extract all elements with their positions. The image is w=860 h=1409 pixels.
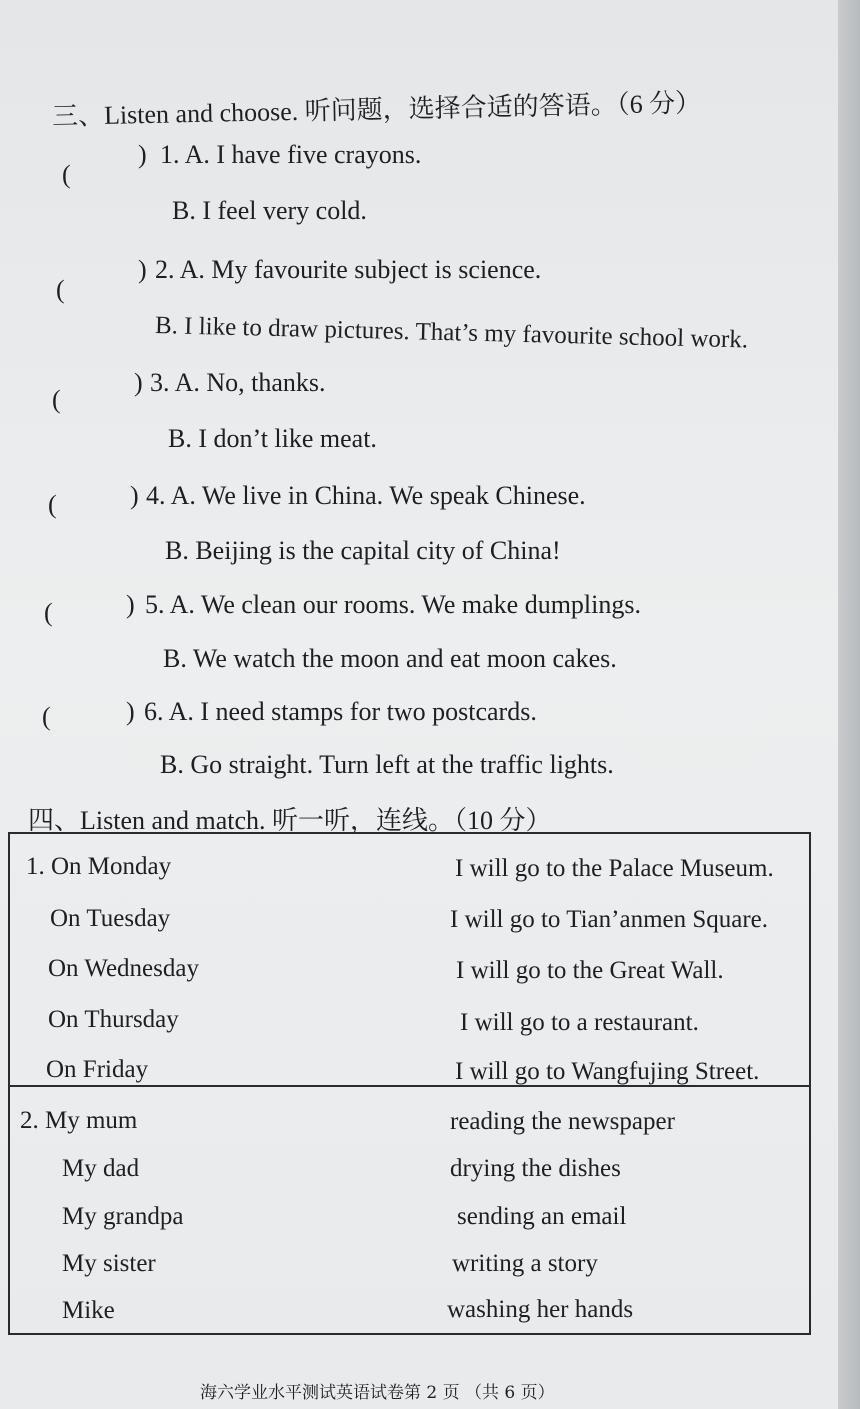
- match-activity-label: reading the newspaper: [450, 1108, 675, 1135]
- match-activity-label: sending an email: [457, 1203, 627, 1230]
- match-place-label: I will go to a restaurant.: [460, 1009, 699, 1036]
- answer-paren-close: ): [126, 590, 135, 619]
- option-a: 4. A. We live in China. We speak Chinese.: [146, 481, 586, 510]
- match-activity-label: washing her hands: [447, 1296, 634, 1323]
- option-b: B. We watch the moon and eat moon cakes.: [163, 644, 617, 673]
- option-a: 5. A. We clean our rooms. We make dumplings.: [145, 590, 641, 619]
- answer-paren-close: ): [130, 481, 139, 510]
- section3-heading: 三、Listen and choose. 听问题，选择合适的答语。（6 分）: [51, 88, 702, 131]
- answer-paren-close: ): [126, 697, 135, 726]
- option-b: B. I don’t like meat.: [168, 424, 377, 453]
- option-a: 1. A. I have five crayons.: [160, 140, 422, 169]
- answer-paren-close: ): [138, 255, 147, 284]
- match-activity-label: drying the dishes: [450, 1155, 621, 1182]
- match-place-label: I will go to Wangfujing Street.: [455, 1058, 760, 1085]
- match-place-label: I will go to the Palace Museum.: [455, 855, 774, 882]
- match-day-label: 1. On Monday: [26, 853, 172, 880]
- match-person-label: My sister: [62, 1250, 156, 1277]
- match-day-label: On Friday: [46, 1056, 149, 1083]
- answer-paren-open: (: [62, 160, 71, 189]
- option-a: 6. A. I need stamps for two postcards.: [144, 697, 537, 726]
- answer-paren-close: ): [134, 368, 143, 397]
- match-day-label: On Tuesday: [50, 905, 171, 932]
- match-person-label: My dad: [62, 1155, 140, 1182]
- match-person-label: My grandpa: [62, 1203, 184, 1230]
- option-a: 2. A. My favourite subject is science.: [155, 255, 542, 284]
- match-person-label: Mike: [62, 1297, 115, 1324]
- page-edge-shadow: [838, 0, 860, 1409]
- answer-paren-open: (: [42, 702, 51, 731]
- answer-paren-open: (: [48, 490, 57, 519]
- answer-paren-close: ): [138, 140, 147, 169]
- option-b: B. Beijing is the capital city of China!: [165, 536, 561, 565]
- section4-heading: 四、Listen and match. 听一听，连线。（10 分）: [28, 806, 552, 835]
- match-person-label: 2. My mum: [20, 1107, 138, 1134]
- option-b: B. I feel very cold.: [172, 196, 367, 225]
- option-b: B. Go straight. Turn left at the traffic lights.: [160, 750, 614, 779]
- match-day-label: On Wednesday: [48, 955, 199, 982]
- match-activity-label: writing a story: [452, 1250, 598, 1277]
- match-place-label: I will go to Tian’anmen Square.: [450, 906, 769, 933]
- option-b: B. I like to draw pictures. That’s my favourite school work.: [154, 312, 749, 354]
- answer-paren-open: (: [44, 598, 53, 627]
- page-footer: 海六学业水平测试英语试卷第 2 页 （共 6 页）: [200, 1383, 555, 1403]
- match-day-label: On Thursday: [48, 1006, 179, 1033]
- match-place-label: I will go to the Great Wall.: [456, 957, 724, 984]
- answer-paren-open: (: [56, 275, 65, 304]
- option-a: 3. A. No, thanks.: [150, 368, 326, 397]
- answer-paren-open: (: [52, 385, 61, 414]
